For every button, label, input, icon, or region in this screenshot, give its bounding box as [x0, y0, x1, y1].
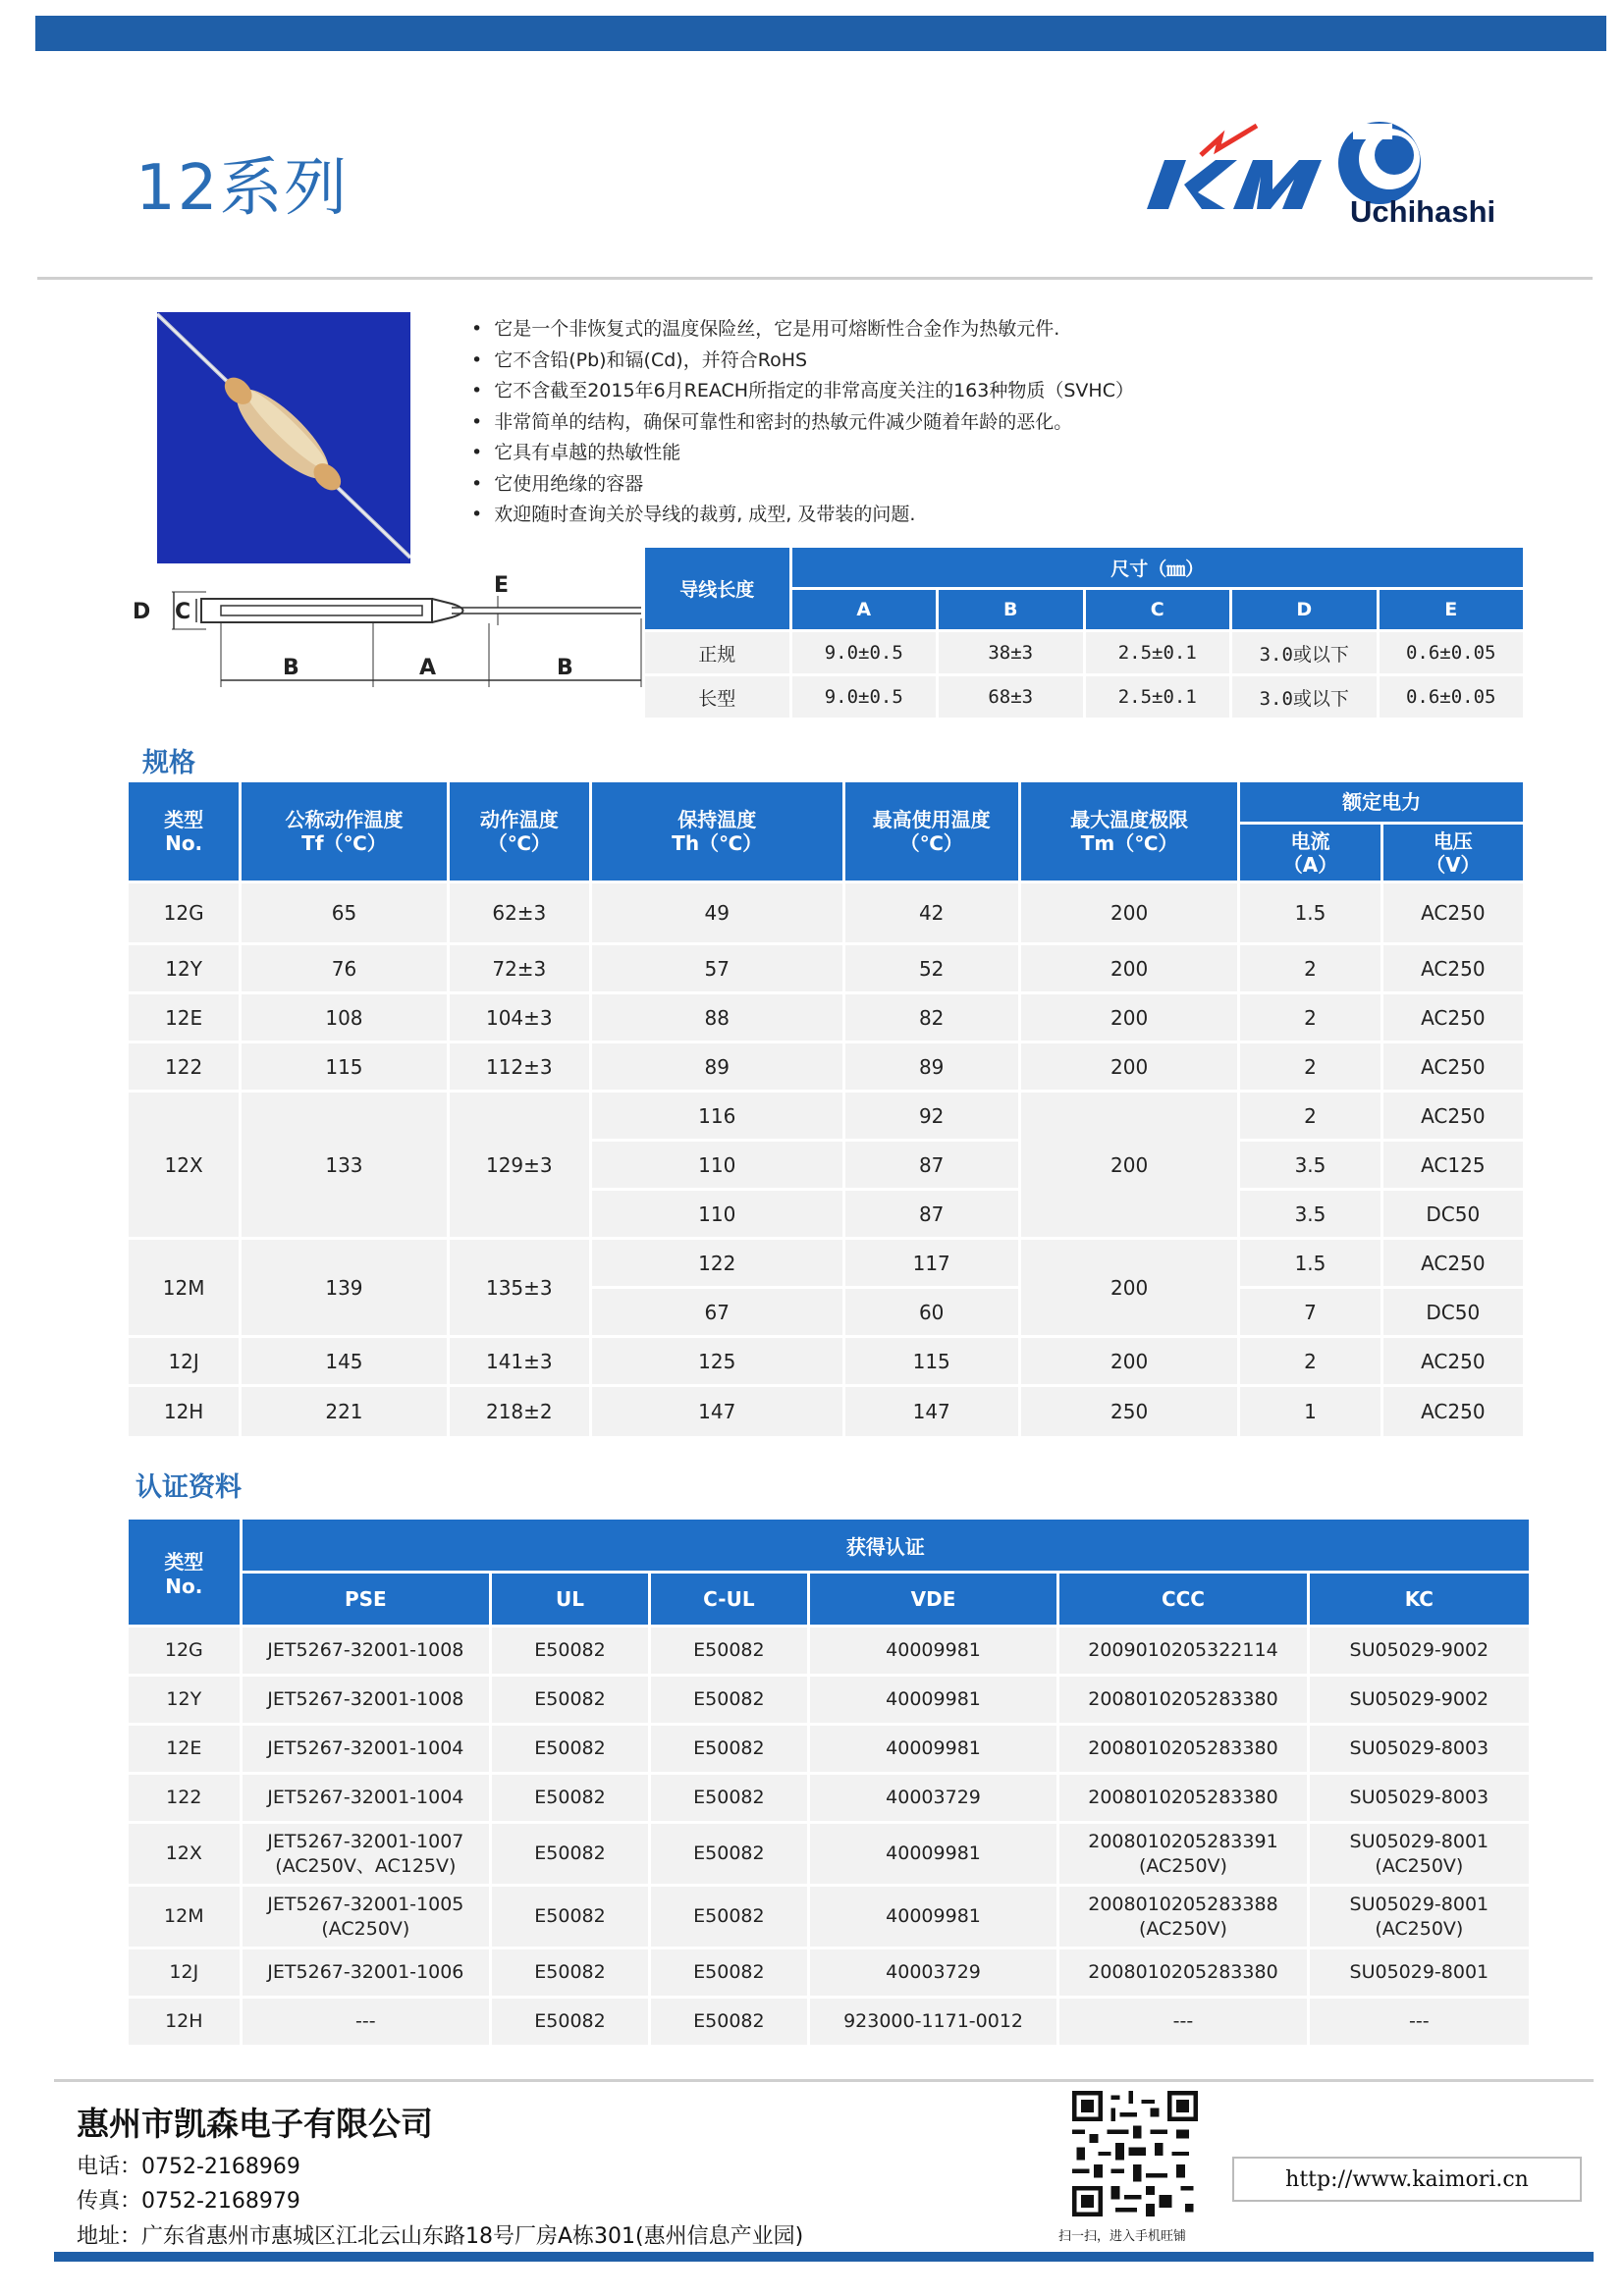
- table-row: [129, 1726, 1529, 1772]
- table-cell: 112±3: [450, 1043, 589, 1090]
- table-cell: 82: [845, 994, 1018, 1041]
- fuse-product-photo: [157, 312, 410, 563]
- website-link[interactable]: http://www.kaimori.cn: [1232, 2157, 1582, 2202]
- type-header: 类型 No.: [129, 1520, 240, 1625]
- table-cell: 3.5: [1240, 1191, 1380, 1237]
- diagram-label-b-left: B: [283, 656, 299, 680]
- table-cell: 110: [592, 1191, 842, 1237]
- ccc-cell: 2008010205283388 (AC250V): [1059, 1887, 1306, 1947]
- table-cell: 116: [592, 1093, 842, 1139]
- table-row: [129, 1887, 1529, 1947]
- table-cell: 1: [1240, 1387, 1380, 1436]
- table-cell: 122: [592, 1240, 842, 1286]
- rated-power-header: 额定电力: [1240, 782, 1523, 822]
- feature-item: • 它不含铅(Pb)和镉(Cd)，并符合RoHS: [471, 346, 1159, 377]
- table-cell: 125: [592, 1338, 842, 1384]
- ul-cell: E50082: [492, 1628, 648, 1674]
- certification-table: [126, 1517, 1532, 2048]
- max-use-header: 最高使用温度 （℃）: [845, 782, 1018, 881]
- type-cell: 12J: [129, 1338, 239, 1384]
- table-row: [129, 1824, 1529, 1884]
- type-cell: 12J: [129, 1949, 240, 1996]
- table-cell: AC250: [1383, 1043, 1523, 1090]
- cul-cell: E50082: [651, 1628, 807, 1674]
- page-title: 12系列: [135, 152, 350, 225]
- ccc-header: CCC: [1059, 1574, 1306, 1625]
- table-cell: 2: [1240, 1338, 1380, 1384]
- header-divider: [37, 277, 1593, 280]
- table-cell: 7: [1240, 1289, 1380, 1335]
- kc-cell: SU05029-8001 (AC250V): [1310, 1887, 1529, 1947]
- type-cell: 122: [129, 1043, 239, 1090]
- feature-item: • 非常简单的结构，确保可靠性和密封的热敏元件减少随着年龄的恶化。: [471, 407, 1159, 439]
- col-header: C: [1086, 590, 1230, 629]
- ul-cell: E50082: [492, 1775, 648, 1821]
- pse-cell: JET5267-32001-1004: [243, 1775, 489, 1821]
- table-cell: 2: [1240, 945, 1380, 991]
- table-row: [129, 1949, 1529, 1996]
- ul-header: UL: [492, 1574, 648, 1625]
- col-header: E: [1380, 590, 1524, 629]
- fax-number: 传真：0752-2168979: [77, 2189, 300, 2214]
- type-cell: 12Y: [129, 945, 239, 991]
- type-cell: 12G: [129, 1628, 240, 1674]
- cul-cell: E50082: [651, 1887, 807, 1947]
- diagram-label-b-right: B: [557, 656, 573, 680]
- certifications-header: 获得认证: [243, 1520, 1529, 1571]
- pse-cell: JET5267-32001-1007 (AC250V、AC125V): [243, 1824, 489, 1884]
- pse-cell: JET5267-32001-1008: [243, 1677, 489, 1723]
- kc-cell: SU05029-8003: [1310, 1726, 1529, 1772]
- ccc-cell: 2008010205283380: [1059, 1949, 1306, 1996]
- table-cell: 68±3: [939, 676, 1083, 718]
- col-header: D: [1232, 590, 1377, 629]
- feature-item: • 欢迎随时查询关於导线的裁剪, 成型, 及带装的问题.: [471, 500, 1159, 531]
- ul-cell: E50082: [492, 1824, 648, 1884]
- table-cell: DC50: [1383, 1191, 1523, 1237]
- table-cell: 135±3: [450, 1240, 589, 1335]
- table-cell: AC250: [1383, 1240, 1523, 1286]
- cul-cell: E50082: [651, 1726, 807, 1772]
- table-cell: 67: [592, 1289, 842, 1335]
- table-row: [129, 883, 1523, 942]
- cul-cell: E50082: [651, 1677, 807, 1723]
- table-cell: 3.0或以下: [1232, 632, 1377, 673]
- table-cell: 2: [1240, 1043, 1380, 1090]
- pse-cell: ---: [243, 1999, 489, 2045]
- lead-length-header: 导线长度: [645, 548, 789, 629]
- diagram-label-e: E: [494, 573, 510, 598]
- table-cell: 200: [1021, 945, 1237, 991]
- ul-cell: E50082: [492, 1887, 648, 1947]
- table-row: [645, 676, 1523, 718]
- ul-cell: E50082: [492, 1999, 648, 2045]
- type-cell: 12Y: [129, 1677, 240, 1723]
- table-cell: 0.6±0.05: [1380, 632, 1524, 673]
- cul-cell: E50082: [651, 1824, 807, 1884]
- kc-cell: SU05029-8001: [1310, 1949, 1529, 1996]
- table-cell: 89: [845, 1043, 1018, 1090]
- table-cell: 0.6±0.05: [1380, 676, 1524, 718]
- cul-header: C-UL: [651, 1574, 807, 1625]
- table-row: [129, 945, 1523, 991]
- table-cell: 9.0±0.5: [792, 632, 937, 673]
- logo-wordmark: Uchihashi: [1350, 194, 1496, 229]
- kc-cell: ---: [1310, 1999, 1529, 2045]
- table-cell: 129±3: [450, 1093, 589, 1237]
- ccc-cell: 2008010205283380: [1059, 1726, 1306, 1772]
- type-header: 类型 No.: [129, 782, 239, 881]
- company-name: 惠州市凯森电子有限公司: [77, 2105, 433, 2143]
- table-cell: 117: [845, 1240, 1018, 1286]
- ul-cell: E50082: [492, 1949, 648, 1996]
- table-row: [129, 1628, 1529, 1674]
- dimension-diagram: [103, 564, 648, 697]
- row-name: 正规: [645, 632, 789, 673]
- table-cell: 62±3: [450, 883, 589, 942]
- vde-cell: 40009981: [810, 1628, 1056, 1674]
- table-cell: 3.5: [1240, 1142, 1380, 1188]
- table-cell: 52: [845, 945, 1018, 991]
- table-cell: 2.5±0.1: [1086, 632, 1230, 673]
- company-address: 地址：广东省惠州市惠城区江北云山东路18号厂房A栋301(惠州信息产业园): [77, 2224, 804, 2249]
- cul-cell: E50082: [651, 1949, 807, 1996]
- vde-cell: 923000-1171-0012: [810, 1999, 1056, 2045]
- table-cell: 147: [592, 1387, 842, 1436]
- vde-cell: 40003729: [810, 1775, 1056, 1821]
- table-row: [129, 1999, 1529, 2045]
- vde-cell: 40003729: [810, 1949, 1056, 1996]
- table-cell: 60: [845, 1289, 1018, 1335]
- table-cell: 2.5±0.1: [1086, 676, 1230, 718]
- op-temp-header: 动作温度 （℃）: [450, 782, 589, 881]
- col-header: B: [939, 590, 1083, 629]
- table-cell: 200: [1021, 883, 1237, 942]
- table-cell: 57: [592, 945, 842, 991]
- size-header: 尺寸（㎜）: [792, 548, 1524, 587]
- table-cell: 104±3: [450, 994, 589, 1041]
- table-row: [129, 1240, 1523, 1286]
- type-cell: 12M: [129, 1240, 239, 1335]
- table-cell: 38±3: [939, 632, 1083, 673]
- table-cell: 145: [242, 1338, 446, 1384]
- type-cell: 12E: [129, 994, 239, 1041]
- ccc-cell: 2008010205283380: [1059, 1677, 1306, 1723]
- table-cell: 1.5: [1240, 1240, 1380, 1286]
- vde-cell: 40009981: [810, 1726, 1056, 1772]
- pse-header: PSE: [243, 1574, 489, 1625]
- vde-cell: 40009981: [810, 1887, 1056, 1947]
- table-cell: 2: [1240, 994, 1380, 1041]
- table-cell: 250: [1021, 1387, 1237, 1436]
- table-cell: 115: [845, 1338, 1018, 1384]
- table-cell: 92: [845, 1093, 1018, 1139]
- table-cell: 9.0±0.5: [792, 676, 937, 718]
- type-cell: 122: [129, 1775, 240, 1821]
- table-cell: 133: [242, 1093, 446, 1237]
- kc-cell: SU05029-8001 (AC250V): [1310, 1824, 1529, 1884]
- table-cell: 200: [1021, 1043, 1237, 1090]
- col-header: A: [792, 590, 937, 629]
- kc-cell: SU05029-9002: [1310, 1677, 1529, 1723]
- feature-list: [471, 314, 1159, 531]
- table-cell: 141±3: [450, 1338, 589, 1384]
- table-cell: 200: [1021, 994, 1237, 1041]
- table-cell: 200: [1021, 1338, 1237, 1384]
- vde-header: VDE: [810, 1574, 1056, 1625]
- kc-cell: SU05029-9002: [1310, 1628, 1529, 1674]
- table-cell: 76: [242, 945, 446, 991]
- table-cell: AC250: [1383, 1387, 1523, 1436]
- table-cell: 200: [1021, 1240, 1237, 1335]
- spec-section-title: 规格: [142, 748, 195, 778]
- pse-cell: JET5267-32001-1005 (AC250V): [243, 1887, 489, 1947]
- diagram-label-a: A: [419, 656, 437, 680]
- table-cell: DC50: [1383, 1289, 1523, 1335]
- table-cell: AC250: [1383, 945, 1523, 991]
- type-cell: 12H: [129, 1999, 240, 2045]
- table-row: [129, 1338, 1523, 1384]
- table-row: [129, 1677, 1529, 1723]
- table-row: [129, 1093, 1523, 1139]
- voltage-header: 电压 （V）: [1383, 825, 1523, 881]
- feature-item: • 它是一个非恢复式的温度保险丝，它是用可熔断性合金作为热敏元件.: [471, 314, 1159, 346]
- table-cell: 221: [242, 1387, 446, 1436]
- type-cell: 12X: [129, 1093, 239, 1237]
- vde-cell: 40009981: [810, 1677, 1056, 1723]
- type-cell: 12H: [129, 1387, 239, 1436]
- table-row: [645, 632, 1523, 673]
- kc-header: KC: [1310, 1574, 1529, 1625]
- table-cell: AC250: [1383, 883, 1523, 942]
- table-cell: 108: [242, 994, 446, 1041]
- vde-cell: 40009981: [810, 1824, 1056, 1884]
- table-cell: 115: [242, 1043, 446, 1090]
- table-cell: 1.5: [1240, 883, 1380, 942]
- ccc-cell: ---: [1059, 1999, 1306, 2045]
- table-row: [129, 1387, 1523, 1436]
- type-cell: 12X: [129, 1824, 240, 1884]
- tm-header: 最大温度极限 Tm（℃）: [1021, 782, 1237, 881]
- cul-cell: E50082: [651, 1999, 807, 2045]
- type-cell: 12M: [129, 1887, 240, 1947]
- table-cell: 89: [592, 1043, 842, 1090]
- type-cell: 12E: [129, 1726, 240, 1772]
- qr-caption: 扫一扫，进入手机旺铺: [1058, 2229, 1187, 2244]
- ccc-cell: 2008010205283391 (AC250V): [1059, 1824, 1306, 1884]
- table-row: [129, 994, 1523, 1041]
- current-header: 电流 （A）: [1240, 825, 1380, 881]
- table-cell: 110: [592, 1142, 842, 1188]
- diagram-label-c: C: [175, 600, 191, 624]
- table-cell: 87: [845, 1191, 1018, 1237]
- phone-number: 电话：0752-2168969: [77, 2155, 300, 2179]
- ul-cell: E50082: [492, 1726, 648, 1772]
- footer-divider: [54, 2079, 1594, 2082]
- tf-header: 公称动作温度 Tf（℃）: [242, 782, 446, 881]
- table-cell: AC125: [1383, 1142, 1523, 1188]
- table-cell: 42: [845, 883, 1018, 942]
- feature-item: • 它不含截至2015年6月REACH所指定的非常高度关注的163种物质（SVHC）: [471, 376, 1159, 407]
- table-cell: 200: [1021, 1093, 1237, 1237]
- table-cell: 87: [845, 1142, 1018, 1188]
- ccc-cell: 2009010205322114: [1059, 1628, 1306, 1674]
- table-cell: AC250: [1383, 994, 1523, 1041]
- table-cell: 218±2: [450, 1387, 589, 1436]
- kc-cell: SU05029-8003: [1310, 1775, 1529, 1821]
- ul-cell: E50082: [492, 1677, 648, 1723]
- top-banner-bar: [35, 16, 1606, 51]
- spec-table: [126, 779, 1526, 1439]
- row-name: 长型: [645, 676, 789, 718]
- table-cell: 65: [242, 883, 446, 942]
- cert-section-title: 认证资料: [135, 1472, 242, 1503]
- feature-item: • 它具有卓越的热敏性能: [471, 438, 1159, 469]
- ccc-cell: 2008010205283380: [1059, 1775, 1306, 1821]
- table-cell: 3.0或以下: [1232, 676, 1377, 718]
- table-row: [129, 1043, 1523, 1090]
- bottom-banner-bar: [54, 2252, 1594, 2262]
- pse-cell: JET5267-32001-1008: [243, 1628, 489, 1674]
- type-cell: 12G: [129, 883, 239, 942]
- cul-cell: E50082: [651, 1775, 807, 1821]
- pse-cell: JET5267-32001-1006: [243, 1949, 489, 1996]
- table-row: [129, 1775, 1529, 1821]
- dimension-table: [642, 545, 1526, 721]
- table-cell: 49: [592, 883, 842, 942]
- pse-cell: JET5267-32001-1004: [243, 1726, 489, 1772]
- table-cell: AC250: [1383, 1338, 1523, 1384]
- table-cell: 139: [242, 1240, 446, 1335]
- qr-code[interactable]: [1072, 2091, 1198, 2216]
- table-cell: 88: [592, 994, 842, 1041]
- diagram-label-d: D: [133, 600, 151, 624]
- table-cell: 2: [1240, 1093, 1380, 1139]
- table-cell: 72±3: [450, 945, 589, 991]
- table-cell: AC250: [1383, 1093, 1523, 1139]
- feature-item: • 它使用绝缘的容器: [471, 469, 1159, 501]
- th-header: 保持温度 Th（℃）: [592, 782, 842, 881]
- table-cell: 147: [845, 1387, 1018, 1436]
